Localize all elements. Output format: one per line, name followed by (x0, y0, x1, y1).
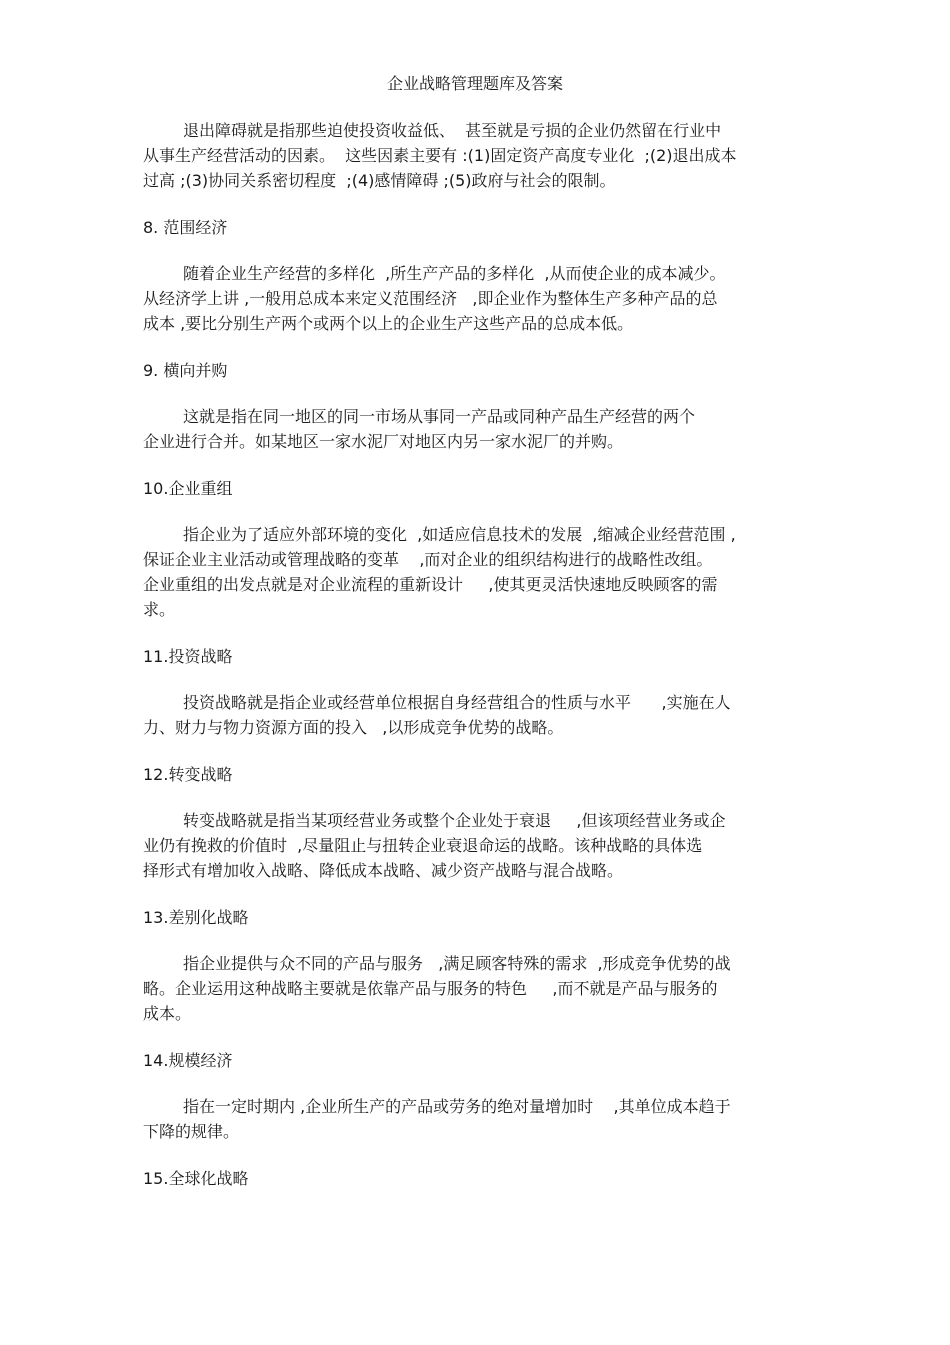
section-heading-9: 9. 横向并购 (143, 361, 228, 380)
paragraph-line: 企业重组的出发点就是对企业流程的重新设计 ,使其更灵活快速地反映顾客的需 (143, 575, 718, 594)
paragraph-line: 略。企业运用这种战略主要就是依靠产品与服务的特色 ,而不就是产品与服务的 (143, 979, 718, 998)
paragraph-restructuring (143, 522, 815, 622)
section-heading-14: 14.规模经济 (143, 1051, 233, 1070)
paragraph-line: 转变战略就是指当某项经营业务或整个企业处于衰退 ,但该项经营业务或企 (183, 811, 726, 830)
paragraph-turnaround-strategy (143, 808, 815, 883)
paragraph-line: 业仍有挽救的价值时 ,尽量阻止与扭转企业衰退命运的战略。该种战略的具体选 (143, 836, 703, 855)
section-heading-12: 12.转变战略 (143, 765, 233, 784)
paragraph-line: 保证企业主业活动或管理战略的变革 ,而对企业的组织结构进行的战略性改组。 (143, 550, 713, 569)
paragraph-economies-of-scope (143, 261, 815, 336)
paragraph-line: 退出障碍就是指那些迫使投资收益低、 甚至就是亏损的企业仍然留在行业中 (183, 121, 722, 140)
paragraph-line: 成本。 (143, 1004, 192, 1023)
page-title: 企业战略管理题库及答案 (386, 74, 563, 93)
paragraph-line: 指在一定时期内 ,企业所生产的产品或劳务的绝对量增加时 ,其单位成本趋于 (183, 1097, 731, 1116)
section-heading-11: 11.投资战略 (143, 647, 233, 666)
paragraph-line: 指企业为了适应外部环境的变化 ,如适应信息技术的发展 ,缩减企业经营范围 , (183, 525, 736, 544)
paragraph-exit-barriers (143, 118, 815, 193)
document-body (143, 118, 815, 1212)
paragraph-horizontal-merger (143, 404, 815, 454)
paragraph-differentiation-strategy (143, 951, 815, 1026)
section-heading-8: 8. 范围经济 (143, 218, 228, 237)
paragraph-economies-of-scale (143, 1094, 815, 1144)
paragraph-line: 成本 ,要比分别生产两个或两个以上的企业生产这些产品的总成本低。 (143, 314, 634, 333)
section-heading-15: 15.全球化战略 (143, 1169, 249, 1188)
paragraph-line: 从经济学上讲 ,一般用总成本来定义范围经济 ,即企业作为整体生产多种产品的总 (143, 289, 718, 308)
paragraph-line: 指企业提供与众不同的产品与服务 ,满足顾客特殊的需求 ,形成竞争优势的战 (183, 954, 731, 973)
paragraph-line: 企业进行合并。如某地区一家水泥厂对地区内另一家水泥厂的并购。 (143, 432, 624, 451)
paragraph-line: 投资战略就是指企业或经营单位根据自身经营组合的性质与水平 ,实施在人 (183, 693, 731, 712)
paragraph-line: 这就是指在同一地区的同一市场从事同一产品或同种产品生产经营的两个 (183, 407, 696, 426)
paragraph-line: 求。 (143, 600, 176, 619)
paragraph-line: 从事生产经营活动的因素。 这些因素主要有 :(1)固定资产高度专业化 ;(2)退出成本 (143, 146, 737, 165)
paragraph-investment-strategy (143, 690, 815, 740)
paragraph-line: 随着企业生产经营的多样化 ,所生产产品的多样化 ,从而使企业的成本减少。 (183, 264, 726, 283)
paragraph-line: 择形式有增加收入战略、降低成本战略、减少资产战略与混合战略。 (143, 861, 624, 880)
paragraph-line: 力、财力与物力资源方面的投入 ,以形成竞争优势的战略。 (143, 718, 564, 737)
paragraph-line: 下降的规律。 (143, 1122, 240, 1141)
section-heading-10: 10.企业重组 (143, 479, 233, 498)
section-heading-13: 13.差别化战略 (143, 908, 249, 927)
paragraph-line: 过高 ;(3)协同关系密切程度 ;(4)感情障碍 ;(5)政府与社会的限制。 (143, 171, 616, 190)
